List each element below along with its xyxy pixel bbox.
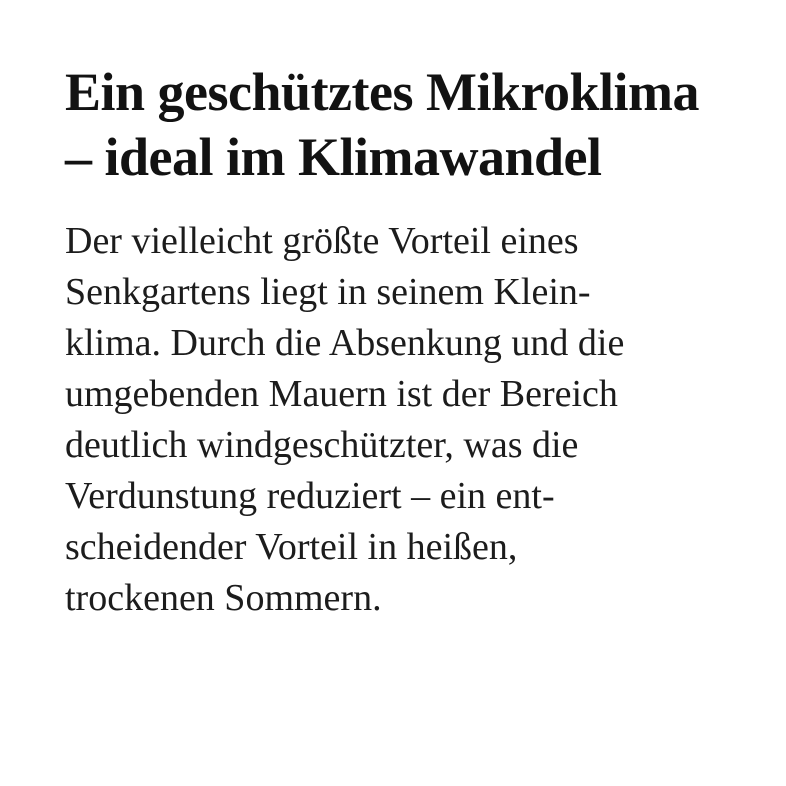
page-title-line-1: Ein geschütztes Mikroklima [65, 62, 699, 122]
paragraph-line: Verdunstung reduziert – ein ent- [65, 474, 555, 517]
page-title [65, 60, 746, 190]
paragraph-line: umgebenden Mauern ist der Bereich [65, 372, 618, 415]
paragraph-line: klima. Durch die Absenkung und die [65, 321, 625, 364]
paragraph-line: Der vielleicht größte Vorteil eines [65, 219, 579, 262]
paragraph-line: deutlich windgeschützter, was die [65, 423, 579, 466]
paragraph-line: scheidender Vorteil in heißen, [65, 525, 518, 568]
paragraph-line: Senkgartens liegt in seinem Klein- [65, 270, 591, 313]
paragraph-line: trockenen Sommern. [65, 576, 382, 619]
page-title-line-2: – ideal im Klimawandel [65, 126, 602, 187]
article-paragraph [65, 216, 746, 624]
